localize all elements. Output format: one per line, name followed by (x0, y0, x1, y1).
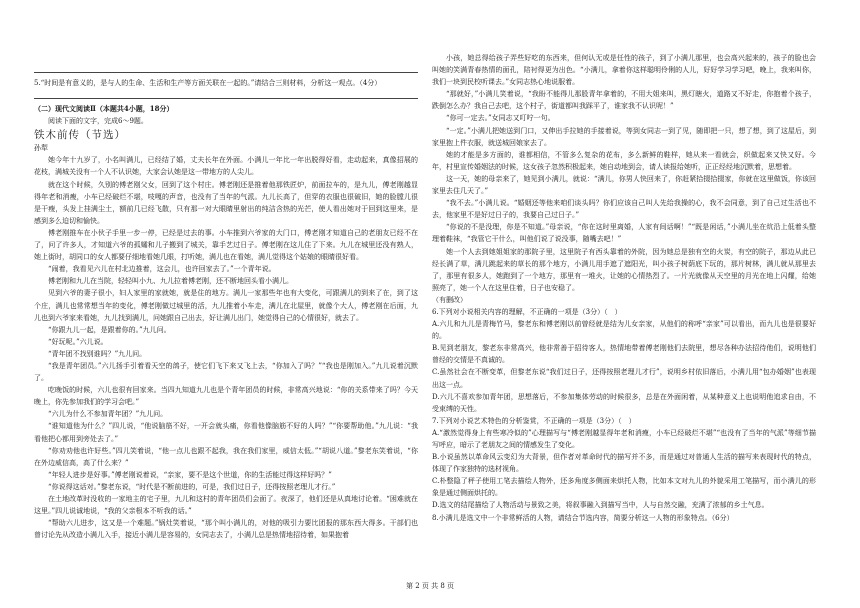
answer-option: C.虽然社会在不断变革，但黎老东说“我们过日子，还得按照老理儿才行”，说明乡村依旧落后，小满儿用“包办婚姻”也表现出这一点。 (432, 368, 816, 389)
article-paragraph: “六儿为什么不参加青年团？”九儿问。 (48, 410, 168, 419)
article-paragraph: 这一天，她的母亲来了，她见到小满儿，就说：“满儿，你男人快回来了，你赶紧拾掇拾掇家，你就在这里做饭，你该回家里去住几天了。” (432, 174, 816, 196)
article-paragraph: 她一个人去到她姐姐家的那院子里，这里院子有西头靠着的外院，因为她总是独有空的火炭，有空的院子，那边从此已经长满了草，满儿跳起来的草长的那个地方，小满儿用手遮了遮阳光，叫小孩子树荫底下玩的，那片树林，满儿就从那里去了，那里有很多人，她跑到了一个地方，那里有一堆火，让她的心情热烈了。一片光就像从天空里的月光在地上闪耀，给她照亮了，她一个人在这里住着，日子也安稳了。 (432, 247, 816, 292)
article-paragraph: “我不去。”小满儿说。“婚姻还等他来咱们谈头吗？你们应该自己叫人先给我操的心，我不会同意，到了自己过生活也不去，他家里不是好过日子的，我要自己过日子。” (432, 199, 816, 220)
left-column (34, 58, 418, 541)
answer-option: D.选文的结尾描绘了人物活动与景致之美，将叙事融入到描写当中，人与自然交融，充满了浓郁的乡土气息。 (432, 501, 769, 510)
article-paragraph: 傅老刚和九儿在当院，轻轻叫小九、九儿拉着傅老刚，还不断地回头看小满儿。 (48, 277, 293, 286)
article-paragraph: “年轻人进步是好事。”傅老刚说着说，“亲家，要不是这个世道，你的生活能过得这样好吗？” (48, 470, 332, 479)
answer-option: C.朴整隐了秤子使用工笔去描绘人物外，还多角度多侧面来烘托人物，比如本文对九儿的外貌采用工笔描写，而小满儿的形象是通过侧面烘托的。 (432, 477, 816, 498)
article-paragraph: “一定。”小满儿把她送到门口，又伸出手拉她的手接着说，等到女同志一到了见，随即把一只，想了想，到了这屋后，到家里抱上件衣服，就送城回娘家去了。 (432, 126, 816, 147)
article-paragraph: 吃晚饭的时候，六儿也很有回家来。当四九知道九儿也是个青年团员的时候，非常高兴地说：“你的关系带来了吗？今天晚上，你先参加我们的学习会吧。” (34, 386, 418, 407)
right-column (432, 52, 816, 524)
question-8: 8.小满儿是选文中一个非常鲜活的人物，请结合节选内容，简要分析这一人物的形象特点。（6分） (432, 513, 734, 522)
question-7: 7.下列对小说艺术特色的分析鉴赏，不正确的一项是（3分）（ ） (432, 416, 636, 425)
article-paragraph: “你说得这话对。”黎老东说，“时代是不断前进的，可是，我们过日子，还得按照老理儿才行。” (48, 482, 336, 491)
question-6: 6.下列对小说相关内容的理解，不正确的一项是（3分）（ ） (432, 307, 622, 316)
article-paragraph: 她的才能是多方面的，谁都相信，不管多么复杂的花布，多么新鲜的鞋样，她从来一看就会，织做起来又快又好。今年，村里宣传婚姻法的时候，这女孩子忽然积极起来，她自动地到会，请人读报给她听，正正经经地沉默着，思想着。 (432, 150, 816, 171)
article-paragraph: “我是青年团员。”六儿扬手引着看天空的鸽子，使它们飞下来又飞上去，“你加入了吗？”“我也是刚加入。”九儿说着沉默了。 (34, 361, 418, 383)
question-6-options (432, 318, 816, 415)
question-5: 5.“时间是有意义的，是与人的生命、生活和生产等方面关联在一起的。”请结合三则材料，分析这一观点。（4分） (34, 79, 382, 87)
answer-option: D.六儿不喜欢参加青年团，思想落后，不参加集体劳动的时候很多，总是在外面闲着，从某种意义上也说明他追求自由，不受束缚的天性。 (432, 392, 816, 413)
article-body-left (34, 154, 418, 541)
top-divider (34, 72, 418, 73)
question-7-options (432, 427, 816, 512)
answer-option: B.小说虽然以革命风云变幻为大背景，但作者对革命时代的描写并不多，而是通过对普通人生活的描写来表现时代的特点，体现了作家独特的选材视角。 (432, 453, 816, 474)
article-paragraph: “你说的不是没理，你是不知道。”母亲说，“你在这时里离婚，人家有间话啊！”“既是闲话，”小满儿坐在炕沿上低着头整理着鞋袜，“我管它干什么，叫他们说了说没事，随嘴去吧！” (432, 223, 816, 244)
article-paragraph: （有删改） (432, 295, 467, 304)
article-paragraph: “你可一定去。”女同志又叮咛一句。 (446, 114, 555, 123)
article-paragraph: 见到六爷的妻子很小，妇人家里的家就她，就是住的地方。满儿一家那些年也有大变化，可跟满儿的到来了在，到了这个庄，满儿也常常想当年的变化，傅老刚做过城里的活，九儿推着小车走，满儿在北屋里，就像个大人，傅老刚在后面，九儿也到六爷家来看她，九儿找到满儿，问她跟自己出去，好让满儿出门，她觉得自己的心情很好，就去了。 (34, 289, 418, 322)
answer-option: A.“激然觉得身上有些寒冷似的”心理描写与“傅老刚越显得年老和消瘦，小车已经破烂不堪”“也没有了当年的气派”等细节描写呼应，暗示了老朋友之间的情感发生了变化。 (432, 428, 816, 449)
article-paragraph: “你跟九儿一起，是跟着你的。”九儿问。 (48, 325, 171, 334)
article-body-right (432, 52, 816, 306)
article-paragraph: 在土地改革时没收的一家地主的宅子里，九儿和这村的青年团员们会面了。夜深了，他们还是从真地讨论着。“困难就在这里。”四儿说诚地说，“我的父亲根本不听我的话。” (34, 495, 418, 516)
answer-option: B.见到老朋友，黎老东非常高兴，他非常善于招待客人，热情地带着傅老刚他们去院里，想尽各种办法招待他们，说明他们曾经的交情是不真诚的。 (432, 344, 816, 365)
article-paragraph: 就在这个时候，久别的傅老刚父女，回到了这个村庄。傅老刚还是推着他那铁匠炉，前面拉车的，是九儿，傅老刚越显得年老和消瘦，小车已经破烂不堪，吱嘎的声音，也没有了当年的气派。九儿长高了，但穿的衣服也很破旧，她的脸膛儿很是干瘦，头发上挂满尘土，额前几已经飞散，只有那一对大眼睛里射出的纯洁含热的光芒，使人看出她对于回到这里来，是感到多么迫切和愉快。 (34, 180, 418, 225)
article-paragraph: “青年团不找别谁吗？”九儿问。 (48, 349, 147, 358)
article-author: 孙犁 (34, 144, 48, 153)
article-paragraph: 她今年十九岁了，小名叫满儿，已经结了婚，丈夫长年在外面。小满儿一年比一年出脱得好看，走动起来，真像招展的花枝，满城关没有一个人不认识她，大家会认她是这一带地方的人尖儿。 (34, 156, 418, 177)
article-paragraph: “那就好，”小满儿笑着说，“我盼不能得儿那股青年拿着的，不用大姐来叫，黑灯瞎火，道路又不好走，你抱着个孩子，跌倒怎么办？我自己去吧，这个村子，街道都叫我踩平了，谁家我不认识呢！” (432, 90, 816, 111)
article-paragraph: 傅老刚推车在小伙子手里一步一停，已经是过去的事。小车推到六爷家的大门口，傅老刚才知道自己的老朋友已经不在了，问了许多人，才知道六爷的孤孀和儿子搬到了城关，靠手艺过日子。傅老刚在这儿住了下来。九儿在城里还没有熟人，她上街时，胡同口的女人都要仔细地看她几眼，打听她，满儿也在看她，满儿觉得这个姑娘的眼睛很好看。 (34, 228, 418, 262)
article-paragraph: 小孩，她总得给孩子弄些好吃的东西来，但何认无或是任性的孩子，到了小满儿那里，也会高兴起来的，孩子的脸也会叫她的笑满青春热情的面孔，陪衬得更为出色。“小满儿，拿着你这样聪明伶俐的人儿，好好学习学习吧，晚上，我来叫你，我们一块到民校听课去。”女同志热心地说服着。 (432, 54, 816, 87)
section-heading: （二）现代文阅读Ⅱ（本题共4小题，18分） (34, 104, 174, 114)
article-title: 铁木前传（节选） (34, 129, 126, 142)
article-paragraph: “好玩呢。”六儿说。 (48, 337, 108, 346)
answer-option: A.六儿和九儿是青梅竹马，黎老东和傅老刚以前曾经就是结为儿女亲家，从他们的称呼“亲家”可以看出，而九儿也是很要好的。 (432, 320, 816, 341)
article-paragraph: “帮助六儿进步，这又是一个难题。”锅灶笑着说，“那个叫小满儿的，对他的吸引力要比团报的那东西大得多。干部们也曾讨论先从改造小满儿入手，接近小满儿是容易的，女同志去了，小满儿总是热情地招待着，如果抱着 (34, 519, 418, 540)
answer-line (34, 98, 418, 99)
article-paragraph: “闹着，我看见六儿在村北边推着，这会儿，也许回家去了。”一个青年说。 (48, 265, 276, 274)
page-footer: 第 2 页 共 8 页 (405, 582, 455, 590)
article-paragraph: “你劝劝他也许好些。”四儿笑着说，“他一点儿也跟不起我，我在我们家里，威信太低。”“胡说八道。”黎老东笑着说，“你在外边威信高，高了什么来？” (34, 446, 418, 467)
reading-instruction: 阅读下面的文字，完成6～9题。 (48, 117, 148, 126)
article-paragraph: “谁知道他为什么？”四儿说，“他说脑筋不好，一开会就头痛，你看他像脑筋不好的人吗？”“你要帮助他。”九儿说：“我看他把心都用到旁处去了。” (34, 422, 418, 443)
